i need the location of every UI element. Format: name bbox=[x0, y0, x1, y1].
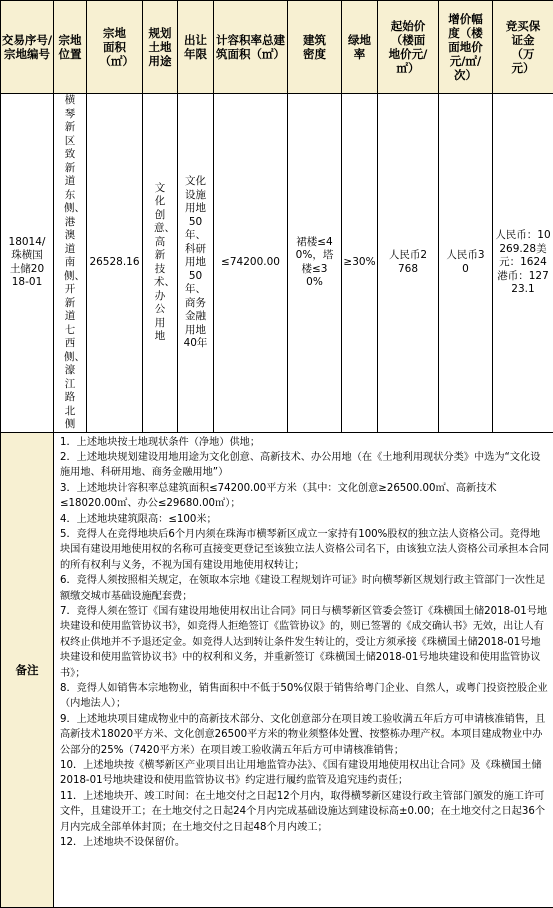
note-item: 9．上述地块项目建成物业中的高新技术部分、文化创意部分在项目竣工验收满五年后方可申请核准销售，且高新技术18020平方米、文化创意26500平方米的物业须整体处置、按整栋办理产权。本项目建成物业中办公部分的25%（7420平方米）在项目竣工验收满五年后方可申请核准销售； bbox=[60, 712, 549, 758]
notes-row bbox=[1, 432, 553, 907]
note-item: 6．竞得人须按照相关规定，在领取本宗地《建设工程规划许可证》时向横琴新区规划行政主管部门一次性足额缴交城市基础设施配套费； bbox=[60, 573, 549, 604]
notes-cell bbox=[54, 432, 553, 907]
note-item: 5．竞得人在竞得地块后6个月内须在珠海市横琴新区成立一家持有100%股权的独立法人资格公司。竞得地块国有建设用地使用权的名称可直接变更登记至该独立法人资格公司名下，由该独立法人资格公司承担本合同的所有权利与义务，不视为国有建设用地使用权转让； bbox=[60, 527, 549, 573]
cell-deposit: 人民币：10269.28美元：1624港币：12723.1 bbox=[493, 94, 553, 433]
note-item: 3．上述地块计容积率总建筑面积≤74200.00平方米（其中：文化创意≥26500.00㎡、高新技术≤18020.00㎡、办公≤29680.00㎡）； bbox=[60, 481, 549, 512]
cell-density: 裙楼≤40%，塔楼≤30% bbox=[288, 94, 342, 433]
cell-location: 横琴新区致新道东侧、港澳道南侧、开新道七西侧、濠江路北侧 bbox=[54, 94, 87, 433]
cell-area: 26528.16 bbox=[87, 94, 143, 433]
note-item: 1．上述地块按土地现状条件（净地）供地； bbox=[60, 435, 549, 450]
note-item: 8．竞得人如销售本宗地物业，销售面积中不低于50%仅限于销售给粤门企业、自然人，或粤门投资控股企业（内地法人）； bbox=[60, 681, 549, 712]
note-item: 12．上述地块不设保留价。 bbox=[60, 835, 549, 850]
cell-use: 文化创意、高新技术、办公用地 bbox=[143, 94, 178, 433]
notes-label: 备注 bbox=[1, 432, 54, 907]
header-deposit: 竞买保证金（万元） bbox=[493, 1, 553, 94]
cell-gfa: ≤74200.00 bbox=[214, 94, 288, 433]
header-use: 规划土地用途 bbox=[143, 1, 178, 94]
cell-green: ≥30% bbox=[342, 94, 378, 433]
note-item: 10．上述地块按《横琴新区产业项目出让用地监管办法》、《国有建设用地使用权出让合同》及《珠横国土储2018-01号地块建设和使用监管协议书》约定进行履约监管及追究违约责任； bbox=[60, 758, 549, 789]
header-row bbox=[1, 1, 553, 94]
header-area: 宗地面积（㎡） bbox=[87, 1, 143, 94]
note-item: 2．上述地块规划建设用地用途为文化创意、高新技术、办公用地（在《土地利用现状分类》中选为“文化设施用地、科研用地、商务金融用地”） bbox=[60, 450, 549, 481]
note-item: 4．上述地块建筑限高：≤100米； bbox=[60, 512, 549, 527]
header-location: 宗地位置 bbox=[54, 1, 87, 94]
header-green: 绿地率 bbox=[342, 1, 378, 94]
header-increment: 增价幅度（楼面地价元/㎡/次） bbox=[439, 1, 493, 94]
header-term: 出让年限 bbox=[178, 1, 214, 94]
cell-increment: 人民币30 bbox=[439, 94, 493, 433]
header-id: 交易序号/宗地编号 bbox=[1, 1, 54, 94]
header-gfa: 计容积率总建筑面积（㎡） bbox=[214, 1, 288, 94]
note-item: 7．竞得人须在签订《国有建设用地使用权出让合同》同日与横琴新区管委会签订《珠横国土储2018-01号地块建设和使用监管协议书》，如竞得人拒绝签订《监管协议》的，则已签署的《成交确认书》无效，出让人有权终止供地并不予退还定金。如竞得人达到转让条件发生转让的，受让方须承接《珠横国土储2018-01号地块建设和使用监管协议书》中的权利和义务，并重新签订《珠横国土储2018-01号地块建设和使用监管协议书》； bbox=[60, 604, 549, 681]
data-row bbox=[1, 94, 553, 433]
cell-id: 18014/珠横国土储2018-01 bbox=[1, 94, 54, 433]
header-density: 建筑密度 bbox=[288, 1, 342, 94]
header-start-price: 起始价（楼面地价元/㎡） bbox=[378, 1, 439, 94]
note-item: 11．上述地块开、竣工时间：在土地交付之日起12个月内，取得横琴新区建设行政主管部门颁发的施工许可文件，且建设开工；在土地交付之日起24个月内完成基础设施达到建设标高±0.00；在土地交付之日起36个月内完成全部单体封顶；在土地交付之日起48个月内竣工； bbox=[60, 789, 549, 835]
cell-start-price: 人民币2768 bbox=[378, 94, 439, 433]
cell-term: 文化设施用地50年、科研用地50年、商务金融用地40年 bbox=[178, 94, 214, 433]
